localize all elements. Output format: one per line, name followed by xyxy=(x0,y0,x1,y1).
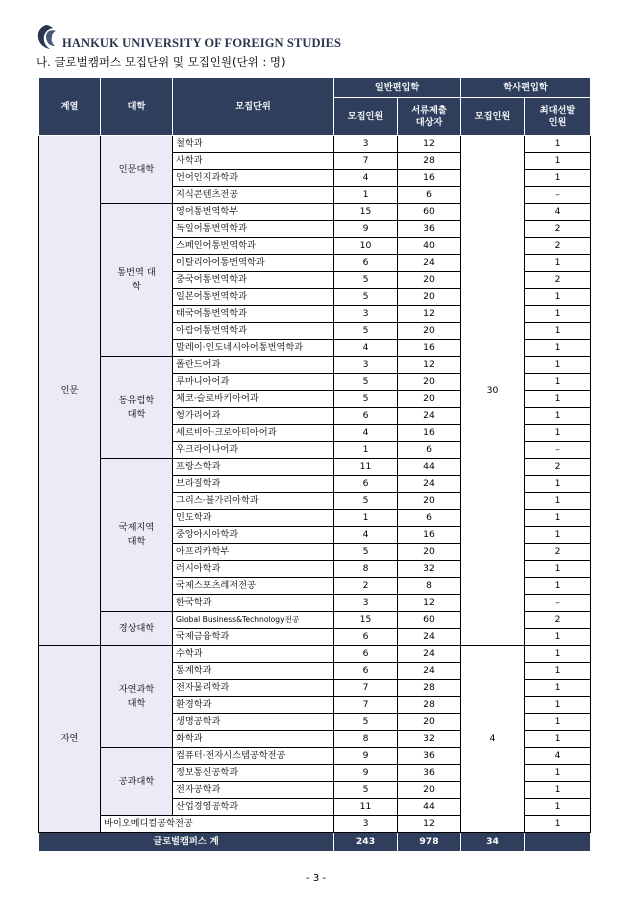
unit-cell: 프랑스학과 xyxy=(173,459,334,476)
college-cell: 인문대학 xyxy=(101,136,173,204)
recruit-cell: 8 xyxy=(334,561,398,578)
docs-cell: 24 xyxy=(398,255,461,272)
unit-cell: Global Business&Technology전공 xyxy=(173,612,334,629)
unit-cell: 일본어통번역학과 xyxy=(173,289,334,306)
max-selection-cell: 1 xyxy=(525,799,591,816)
max-selection-cell: 1 xyxy=(525,663,591,680)
docs-cell: 16 xyxy=(398,425,461,442)
max-selection-cell: 4 xyxy=(525,204,591,221)
docs-cell: 20 xyxy=(398,272,461,289)
unit-cell: 말레이·인도네시아어통번역학과 xyxy=(173,340,334,357)
unit-cell: 정보통신공학과 xyxy=(173,765,334,782)
unit-cell: 브라질학과 xyxy=(173,476,334,493)
unit-cell: 체코·슬로바키아어과 xyxy=(173,391,334,408)
header-doc-screening: 서류제출 대상자 xyxy=(398,98,461,136)
docs-cell: 24 xyxy=(398,408,461,425)
college-cell: 국제지역 대학 xyxy=(101,459,173,612)
docs-cell: 36 xyxy=(398,765,461,782)
docs-cell: 16 xyxy=(398,340,461,357)
recruit-cell: 7 xyxy=(334,697,398,714)
max-selection-cell: 1 xyxy=(525,510,591,527)
docs-cell: 40 xyxy=(398,238,461,255)
docs-cell: 24 xyxy=(398,629,461,646)
recruit-cell: 5 xyxy=(334,714,398,731)
recruit-cell: 7 xyxy=(334,680,398,697)
recruit-cell: 5 xyxy=(334,782,398,799)
max-selection-cell: 4 xyxy=(525,748,591,765)
unit-cell: 국제금융학과 xyxy=(173,629,334,646)
header-max-selection: 최대선발 인원 xyxy=(525,98,591,136)
recruit-cell: 4 xyxy=(334,170,398,187)
max-selection-cell: 1 xyxy=(525,323,591,340)
docs-cell: 20 xyxy=(398,391,461,408)
bachelor-recruit-cell: 30 xyxy=(461,136,525,646)
max-selection-cell: 2 xyxy=(525,544,591,561)
unit-cell: 독일어통번역학과 xyxy=(173,221,334,238)
max-selection-cell: 2 xyxy=(525,272,591,289)
recruit-cell: 5 xyxy=(334,391,398,408)
recruit-cell: 6 xyxy=(334,646,398,663)
docs-cell: 32 xyxy=(398,731,461,748)
max-selection-cell: 1 xyxy=(525,136,591,153)
unit-cell: 생명공학과 xyxy=(173,714,334,731)
university-name: HANKUK UNIVERSITY OF FOREIGN STUDIES xyxy=(62,35,342,50)
recruit-cell: 4 xyxy=(334,527,398,544)
docs-cell: 20 xyxy=(398,714,461,731)
college-cell: 통번역 대학 xyxy=(101,204,173,357)
recruit-cell: 3 xyxy=(334,306,398,323)
college-cell: 동유럽학 대학 xyxy=(101,357,173,459)
recruit-cell: 8 xyxy=(334,731,398,748)
header-recruit-count: 모집인원 xyxy=(334,98,398,136)
docs-cell: 24 xyxy=(398,646,461,663)
max-selection-cell: 1 xyxy=(525,306,591,323)
docs-cell: 12 xyxy=(398,595,461,612)
max-selection-cell: 1 xyxy=(525,493,591,510)
unit-cell: 한국학과 xyxy=(173,595,334,612)
docs-cell: 60 xyxy=(398,204,461,221)
unit-cell: 언어인지과학과 xyxy=(173,170,334,187)
max-selection-cell: 1 xyxy=(525,731,591,748)
max-selection-cell: – xyxy=(525,595,591,612)
unit-cell: 사학과 xyxy=(173,153,334,170)
docs-cell: 6 xyxy=(398,187,461,204)
unit-cell: 산업경영공학과 xyxy=(173,799,334,816)
total-label: 글로벌캠퍼스 계 xyxy=(39,833,334,852)
recruit-cell: 11 xyxy=(334,799,398,816)
unit-cell: 헝가리어과 xyxy=(173,408,334,425)
recruit-cell: 1 xyxy=(334,442,398,459)
unit-cell: 폴란드어과 xyxy=(173,357,334,374)
recruit-cell: 2 xyxy=(334,578,398,595)
series-cell: 인문 xyxy=(39,136,101,646)
max-selection-cell: 1 xyxy=(525,816,591,833)
total-recruit: 243 xyxy=(334,833,398,852)
recruit-cell: 9 xyxy=(334,748,398,765)
recruit-cell: 4 xyxy=(334,340,398,357)
unit-cell: 환경학과 xyxy=(173,697,334,714)
recruit-cell: 3 xyxy=(334,357,398,374)
docs-cell: 20 xyxy=(398,289,461,306)
unit-cell: 통계학과 xyxy=(173,663,334,680)
docs-cell: 24 xyxy=(398,476,461,493)
docs-cell: 12 xyxy=(398,816,461,833)
merged-unit-cell: 바이오메디컬공학전공 xyxy=(101,816,334,833)
max-selection-cell: 1 xyxy=(525,476,591,493)
recruit-cell: 3 xyxy=(334,816,398,833)
docs-cell: 44 xyxy=(398,799,461,816)
university-emblem-icon xyxy=(34,23,58,51)
college-cell: 공과대학 xyxy=(101,748,173,816)
unit-cell: 영어통번역학부 xyxy=(173,204,334,221)
max-selection-cell: 1 xyxy=(525,629,591,646)
max-selection-cell: 1 xyxy=(525,289,591,306)
docs-cell: 12 xyxy=(398,136,461,153)
recruit-cell: 5 xyxy=(334,323,398,340)
unit-cell: 루마니아어과 xyxy=(173,374,334,391)
docs-cell: 44 xyxy=(398,459,461,476)
recruit-cell: 6 xyxy=(334,629,398,646)
max-selection-cell: 1 xyxy=(525,782,591,799)
unit-cell: 지식콘텐츠전공 xyxy=(173,187,334,204)
docs-cell: 12 xyxy=(398,357,461,374)
docs-cell: 20 xyxy=(398,493,461,510)
page-number: - 3 - xyxy=(306,873,326,884)
docs-cell: 6 xyxy=(398,442,461,459)
recruit-cell: 6 xyxy=(334,408,398,425)
max-selection-cell: – xyxy=(525,442,591,459)
unit-cell: 수학과 xyxy=(173,646,334,663)
recruit-cell: 6 xyxy=(334,476,398,493)
unit-cell: 전자공학과 xyxy=(173,782,334,799)
unit-cell: 국제스포츠레저전공 xyxy=(173,578,334,595)
docs-cell: 20 xyxy=(398,323,461,340)
recruit-cell: 11 xyxy=(334,459,398,476)
recruit-cell: 9 xyxy=(334,221,398,238)
max-selection-cell: 2 xyxy=(525,459,591,476)
recruit-cell: 15 xyxy=(334,612,398,629)
total-row xyxy=(39,833,591,852)
recruit-cell: 9 xyxy=(334,765,398,782)
max-selection-cell: – xyxy=(525,187,591,204)
docs-cell: 20 xyxy=(398,544,461,561)
max-selection-cell: 1 xyxy=(525,561,591,578)
recruit-cell: 3 xyxy=(334,136,398,153)
max-selection-cell: 1 xyxy=(525,765,591,782)
unit-cell: 세르비아·크로아티아어과 xyxy=(173,425,334,442)
max-selection-cell: 1 xyxy=(525,374,591,391)
docs-cell: 20 xyxy=(398,782,461,799)
max-selection-cell: 2 xyxy=(525,238,591,255)
unit-cell: 우크라이나어과 xyxy=(173,442,334,459)
unit-cell: 아랍어통번역학과 xyxy=(173,323,334,340)
max-selection-cell: 1 xyxy=(525,697,591,714)
max-selection-cell: 1 xyxy=(525,255,591,272)
college-cell: 자연과학 대학 xyxy=(101,646,173,748)
max-selection-cell: 2 xyxy=(525,612,591,629)
recruit-cell: 6 xyxy=(334,663,398,680)
header-unit: 모집단위 xyxy=(173,78,334,136)
total-max xyxy=(525,833,591,852)
docs-cell: 16 xyxy=(398,170,461,187)
table-row xyxy=(39,136,591,153)
docs-cell: 28 xyxy=(398,153,461,170)
docs-cell: 12 xyxy=(398,306,461,323)
docs-cell: 6 xyxy=(398,510,461,527)
college-cell: 경상대학 xyxy=(101,612,173,646)
recruit-cell: 5 xyxy=(334,374,398,391)
max-selection-cell: 1 xyxy=(525,578,591,595)
unit-cell: 그리스·불가리아학과 xyxy=(173,493,334,510)
recruit-cell: 4 xyxy=(334,425,398,442)
docs-cell: 36 xyxy=(398,748,461,765)
max-selection-cell: 1 xyxy=(525,408,591,425)
docs-cell: 28 xyxy=(398,680,461,697)
recruitment-table xyxy=(38,77,591,852)
docs-cell: 28 xyxy=(398,697,461,714)
max-selection-cell: 1 xyxy=(525,680,591,697)
recruit-cell: 5 xyxy=(334,544,398,561)
docs-cell: 8 xyxy=(398,578,461,595)
header-general-transfer: 일반편입학 xyxy=(334,78,461,98)
max-selection-cell: 1 xyxy=(525,714,591,731)
recruit-cell: 1 xyxy=(334,187,398,204)
max-selection-cell: 1 xyxy=(525,527,591,544)
max-selection-cell: 1 xyxy=(525,153,591,170)
docs-cell: 36 xyxy=(398,221,461,238)
header-college: 대학 xyxy=(101,78,173,136)
unit-cell: 철학과 xyxy=(173,136,334,153)
recruit-cell: 1 xyxy=(334,510,398,527)
total-docs: 978 xyxy=(398,833,461,852)
recruit-cell: 10 xyxy=(334,238,398,255)
docs-cell: 16 xyxy=(398,527,461,544)
unit-cell: 태국어통번역학과 xyxy=(173,306,334,323)
recruit-cell: 5 xyxy=(334,272,398,289)
unit-cell: 이탈리아어통번역학과 xyxy=(173,255,334,272)
university-logo xyxy=(34,22,341,52)
unit-cell: 아프리카학부 xyxy=(173,544,334,561)
docs-cell: 24 xyxy=(398,663,461,680)
total-bachelor: 34 xyxy=(461,833,525,852)
unit-cell: 중앙아시아학과 xyxy=(173,527,334,544)
header-series: 계열 xyxy=(39,78,101,136)
max-selection-cell: 1 xyxy=(525,357,591,374)
header-bachelor-recruit: 모집인원 xyxy=(461,98,525,136)
unit-cell: 중국어통번역학과 xyxy=(173,272,334,289)
max-selection-cell: 2 xyxy=(525,221,591,238)
series-cell: 자연 xyxy=(39,646,101,833)
unit-cell: 전자물리학과 xyxy=(173,680,334,697)
max-selection-cell: 1 xyxy=(525,391,591,408)
bachelor-recruit-cell: 4 xyxy=(461,646,525,833)
unit-cell: 러시아학과 xyxy=(173,561,334,578)
table-row xyxy=(39,646,591,663)
recruit-cell: 5 xyxy=(334,289,398,306)
docs-cell: 32 xyxy=(398,561,461,578)
recruit-cell: 6 xyxy=(334,255,398,272)
header-bachelor-transfer: 학사편입학 xyxy=(461,78,591,98)
max-selection-cell: 1 xyxy=(525,340,591,357)
unit-cell: 화학과 xyxy=(173,731,334,748)
unit-cell: 컴퓨터·전자시스템공학전공 xyxy=(173,748,334,765)
docs-cell: 20 xyxy=(398,374,461,391)
unit-cell: 스페인어통번역학과 xyxy=(173,238,334,255)
max-selection-cell: 1 xyxy=(525,170,591,187)
unit-cell: 인도학과 xyxy=(173,510,334,527)
recruit-cell: 3 xyxy=(334,595,398,612)
max-selection-cell: 1 xyxy=(525,646,591,663)
section-title: 나. 글로벌캠퍼스 모집단위 및 모집인원(단위 : 명) xyxy=(36,55,286,69)
docs-cell: 60 xyxy=(398,612,461,629)
max-selection-cell: 1 xyxy=(525,425,591,442)
recruit-cell: 5 xyxy=(334,493,398,510)
recruit-cell: 7 xyxy=(334,153,398,170)
recruit-cell: 15 xyxy=(334,204,398,221)
